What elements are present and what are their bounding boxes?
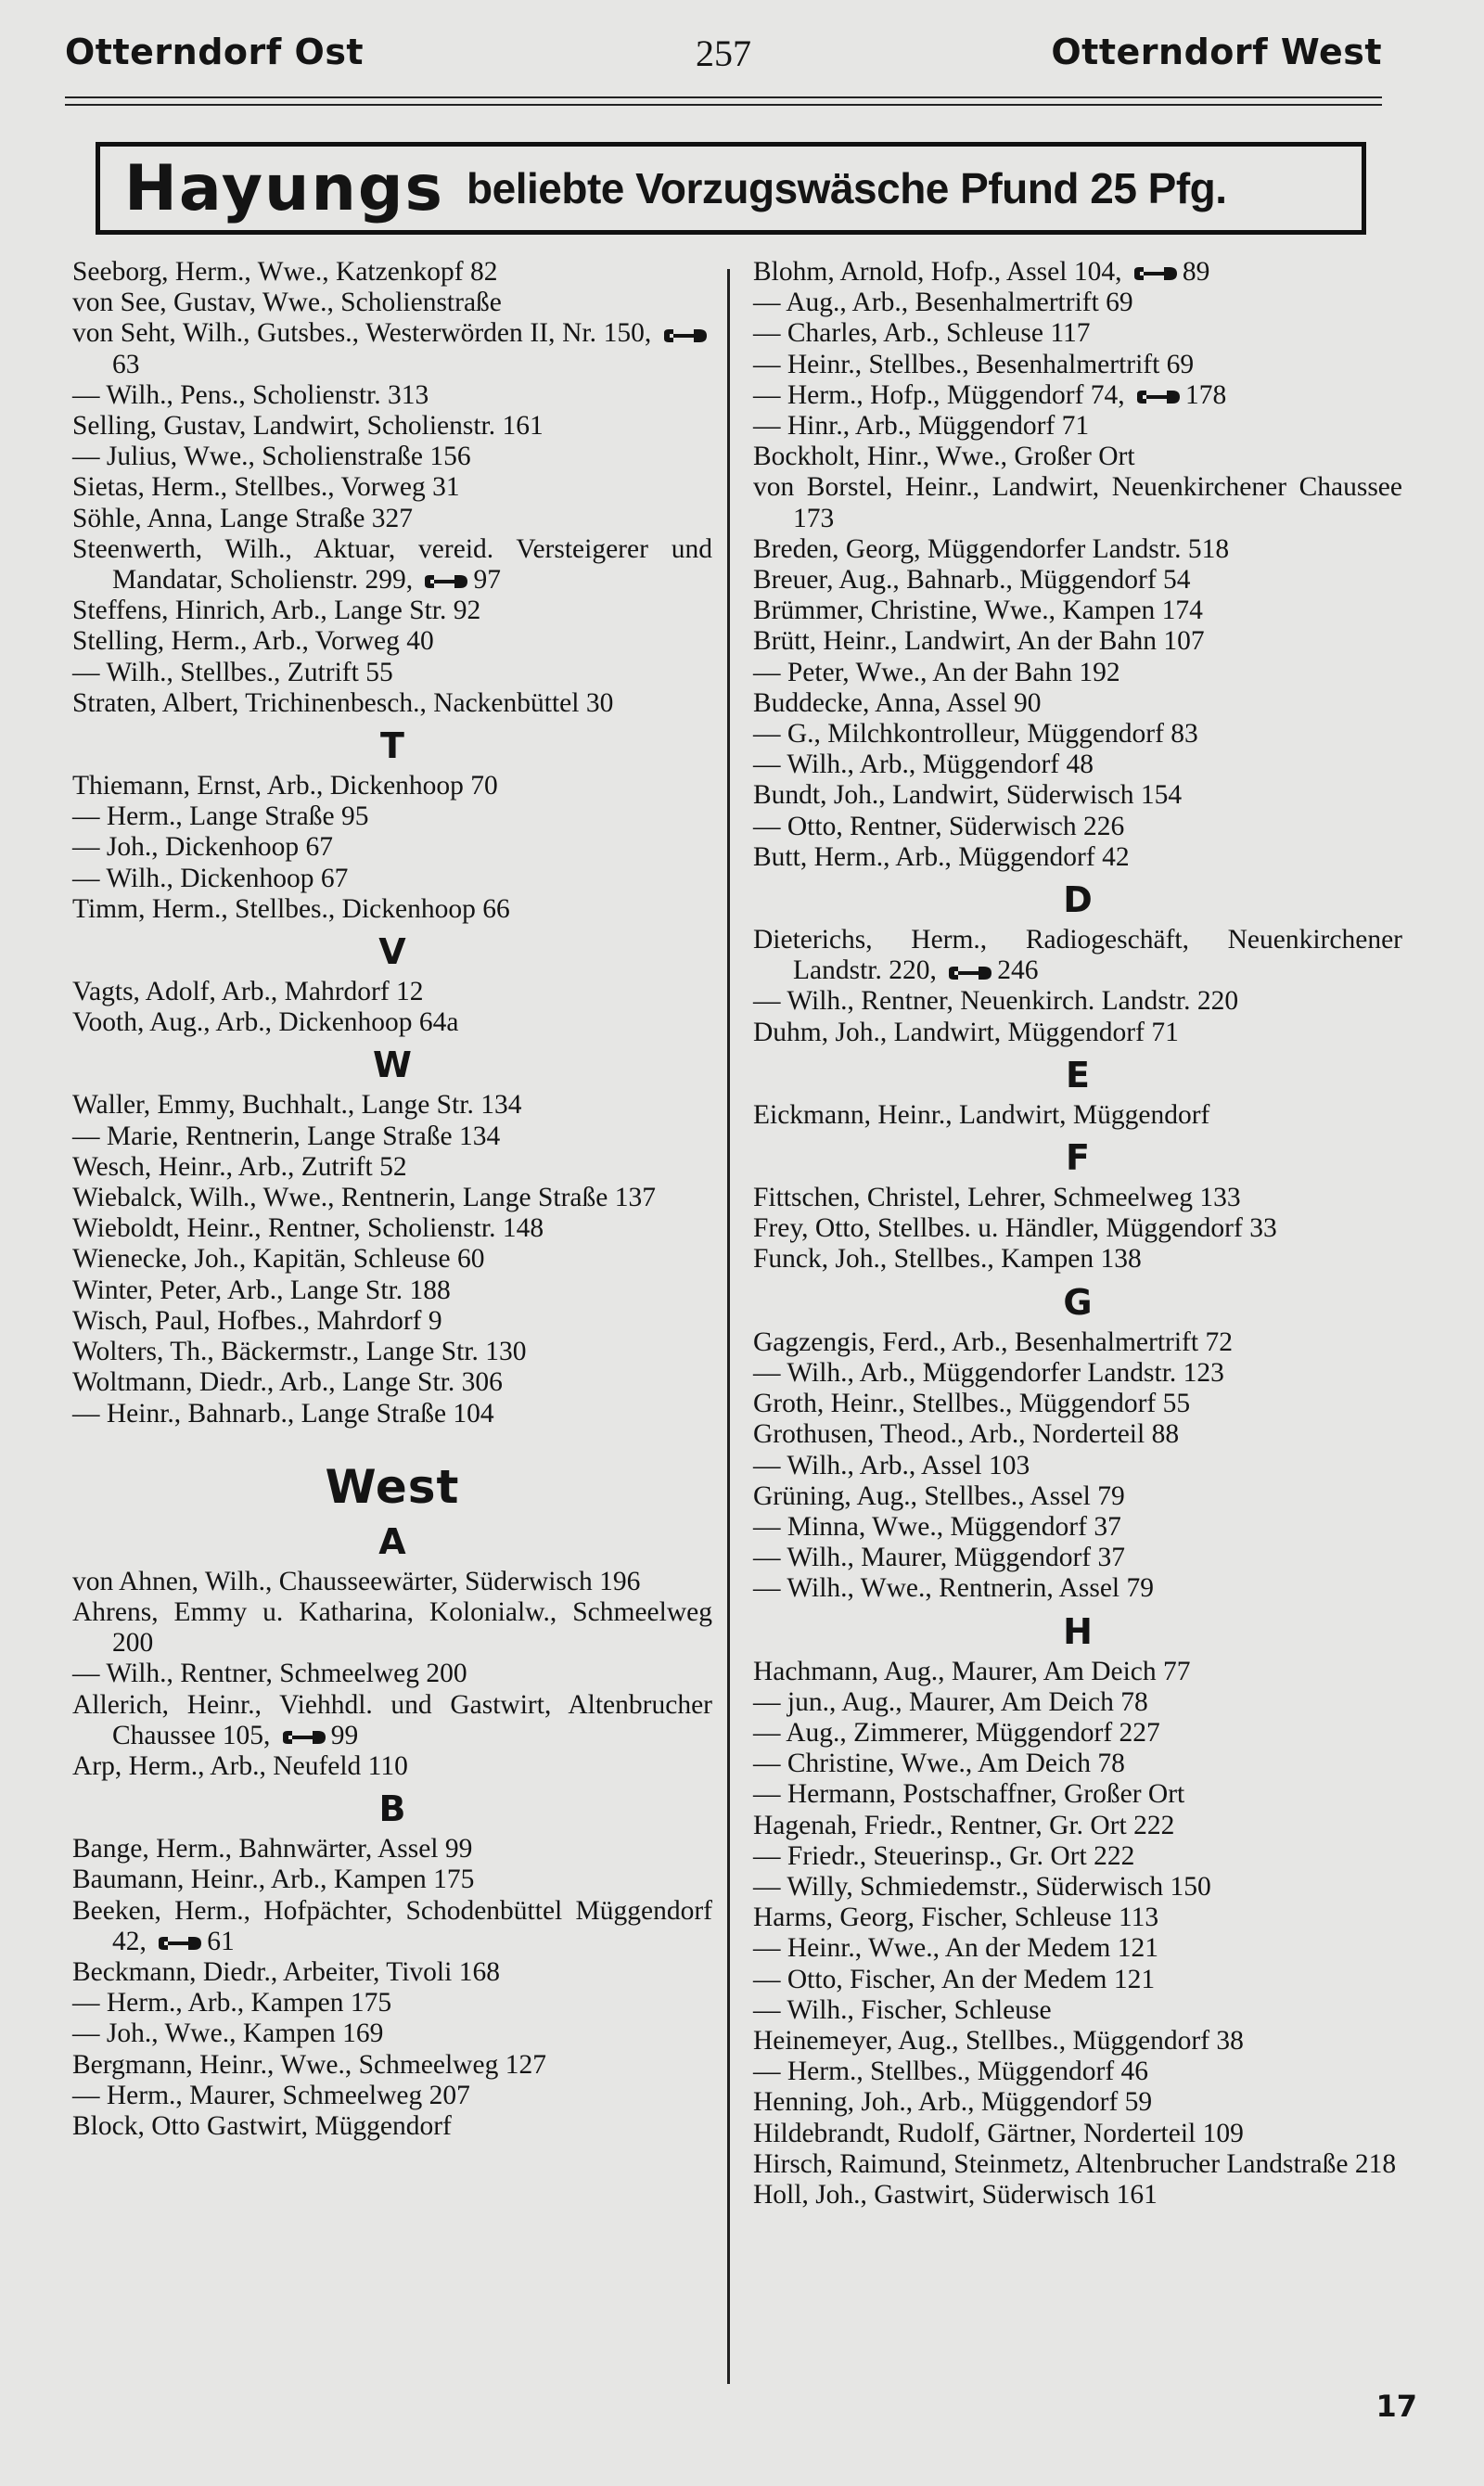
directory-entry	[753, 1543, 1402, 1573]
ad-slogan: beliebte Vorzugswäsche Pfund 25 Pfg.	[467, 164, 1227, 212]
directory-entry	[72, 2050, 712, 2081]
directory-entry	[753, 1933, 1402, 1964]
sheet-number: 17	[1375, 2389, 1417, 2424]
directory-entry	[72, 288, 712, 318]
directory-entry	[753, 1841, 1402, 1872]
header-right-place: Otterndorf West	[1051, 32, 1382, 72]
entry-text: — Heinr., Bahnarb., Lange Straße 104	[72, 1398, 494, 1429]
entry-text: Bange, Herm., Bahnwärter, Assel 99	[72, 1834, 473, 1864]
directory-entry	[72, 894, 712, 925]
entry-text: — Wilh., Arb., Müggendorf 48	[753, 750, 1094, 780]
entry-text: — Herm., Hofp., Müggendorf 74,	[753, 379, 1132, 410]
entry-text: Duhm, Joh., Landwirt, Müggendorf 71	[753, 1017, 1179, 1047]
directory-entry	[72, 1567, 712, 1597]
header-rule-top	[65, 96, 1382, 98]
directory-entry	[753, 1779, 1402, 1810]
entry-text: Eickmann, Heinr., Landwirt, Müggendorf	[753, 1099, 1210, 1130]
entry-text: Frey, Otto, Stellbes. u. Händler, Müggendorf 33	[753, 1213, 1277, 1244]
page-number: 257	[696, 32, 751, 74]
directory-entry	[753, 350, 1402, 380]
entry-text: Bockholt, Hinr., Wwe., Großer Ort	[753, 442, 1135, 472]
entry-text: Steenwerth, Wilh., Aktuar, vereid. Versteigerer und Mandatar, Scholienstr. 299,	[72, 533, 712, 596]
telephone-icon	[157, 1934, 203, 1953]
entry-text: Bergmann, Heinr., Wwe., Schmeelweg 127	[72, 2049, 546, 2080]
entry-text: Blohm, Arnold, Hofp., Assel 104,	[753, 257, 1129, 287]
entry-text: — Wilh., Stellbes., Zutrift 55	[72, 657, 393, 687]
entry-text: Vagts, Adolf, Arb., Mahrdorf 12	[72, 977, 424, 1007]
directory-entry	[72, 1244, 712, 1275]
directory-entry	[72, 596, 712, 626]
directory-entry	[72, 832, 712, 863]
directory-entry	[72, 1896, 712, 1957]
directory-entry	[753, 626, 1402, 657]
entry-text: Breuer, Aug., Bahnarb., Müggendorf 54	[753, 565, 1191, 596]
phone-number: 97	[473, 565, 501, 596]
column-divider	[727, 269, 730, 2384]
header-left-place: Otterndorf Ost	[65, 32, 365, 72]
entry-text: Hirsch, Raimund, Steinmetz, Altenbrucher Landstraße 218	[753, 2148, 1397, 2179]
directory-entry	[753, 411, 1402, 442]
entry-text: Wienecke, Joh., Kapitän, Schleuse 60	[72, 1244, 485, 1275]
entry-text: Buddecke, Anna, Assel 90	[753, 687, 1042, 718]
directory-entry	[753, 780, 1402, 811]
directory-entry	[753, 1100, 1402, 1131]
directory-entry	[72, 977, 712, 1007]
entry-text: — Joh., Wwe., Kampen 169	[72, 2018, 384, 2049]
entry-text: Gagzengis, Ferd., Arb., Besenhalmertrift 72	[753, 1326, 1233, 1357]
entry-text: von Borstel, Heinr., Landwirt, Neuenkirchener Chaussee 173	[753, 472, 1402, 533]
entry-text: Hachmann, Aug., Maurer, Am Deich 77	[753, 1656, 1191, 1686]
directory-entry	[72, 1751, 712, 1782]
entry-text: — Herm., Lange Straße 95	[72, 801, 369, 832]
directory-entry	[72, 1306, 712, 1337]
directory-entry	[72, 1864, 712, 1895]
section-letter: F	[1066, 1137, 1090, 1179]
entry-text: Wisch, Paul, Hofbes., Mahrdorf 9	[72, 1305, 442, 1336]
directory-entry	[753, 380, 1402, 411]
telephone-icon	[1135, 388, 1182, 406]
directory-entry	[72, 411, 712, 442]
entry-text: — Wilh., Wwe., Rentnerin, Assel 79	[753, 1573, 1154, 1604]
entry-text: von Seht, Wilh., Gutsbes., Westerwörden II, Nr. 150,	[72, 318, 659, 349]
directory-entry	[72, 801, 712, 832]
directory-entry	[753, 1358, 1402, 1389]
section-letter: D	[1063, 879, 1093, 921]
directory-entry	[753, 842, 1402, 873]
entry-text: Woltmann, Diedr., Arb., Lange Str. 306	[72, 1367, 503, 1398]
entry-text: Breden, Georg, Müggendorfer Landstr. 518	[753, 533, 1230, 564]
entry-text: — Herm., Stellbes., Müggendorf 46	[753, 2057, 1149, 2087]
directory-entry	[72, 2081, 712, 2111]
entry-text: Timm, Herm., Stellbes., Dickenhoop 66	[72, 893, 510, 924]
entry-text: — Julius, Wwe., Scholienstraße 156	[72, 442, 471, 472]
entry-text: Wesch, Heinr., Arb., Zutrift 52	[72, 1151, 407, 1182]
section-letter: T	[380, 725, 404, 767]
directory-entry	[72, 771, 712, 801]
header-rule-bottom	[65, 104, 1382, 106]
directory-entry	[753, 257, 1402, 288]
entry-text: — Friedr., Steuerinsp., Gr. Ort 222	[753, 1840, 1135, 1871]
directory-entry	[753, 596, 1402, 626]
directory-entry	[753, 1965, 1402, 1995]
directory-entry	[72, 2018, 712, 2049]
directory-entry	[753, 986, 1402, 1017]
entry-text: — Aug., Zimmerer, Müggendorf 227	[753, 1717, 1160, 1748]
directory-entry	[72, 1834, 712, 1864]
entry-text: — Wilh., Pens., Scholienstr. 313	[72, 379, 429, 410]
telephone-icon	[947, 964, 993, 982]
section-letter: W	[373, 1044, 412, 1086]
directory-entry	[753, 658, 1402, 688]
directory-entry	[753, 1389, 1402, 1419]
entry-text: — G., Milchkontrolleur, Müggendorf 83	[753, 719, 1198, 750]
directory-entry	[753, 2087, 1402, 2118]
directory-entry	[72, 1090, 712, 1121]
entry-text: — Joh., Dickenhoop 67	[72, 832, 334, 863]
directory-entry	[72, 1337, 712, 1367]
entry-text: Beckmann, Diedr., Arbeiter, Tivoli 168	[72, 1956, 500, 1987]
entry-text: Butt, Herm., Arb., Müggendorf 42	[753, 841, 1130, 872]
entry-text: Wolters, Th., Bäckermstr., Lange Str. 130	[72, 1337, 527, 1367]
entry-text: Baumann, Heinr., Arb., Kampen 175	[72, 1864, 475, 1895]
directory-entry	[753, 472, 1402, 533]
directory-entry	[753, 2180, 1402, 2210]
section-letter: B	[378, 1788, 406, 1830]
directory-entry	[753, 750, 1402, 780]
entry-text: Arp, Herm., Arb., Neufeld 110	[72, 1750, 408, 1781]
entry-text: Harms, Georg, Fischer, Schleuse 113	[753, 1903, 1159, 1933]
entry-text: Ahrens, Emmy u. Katharina, Kolonialw., Schmeelweg 200	[72, 1596, 712, 1659]
entry-text: — Charles, Arb., Schleuse 117	[753, 318, 1091, 349]
entry-text: Brümmer, Christine, Wwe., Kampen 174	[753, 596, 1203, 626]
directory-entry	[72, 1659, 712, 1689]
telephone-icon	[1132, 264, 1179, 283]
section-heading: West	[325, 1459, 460, 1514]
entry-text: — Hinr., Arb., Müggendorf 71	[753, 411, 1090, 442]
phone-number: 61	[207, 1926, 235, 1956]
phone-number: 99	[330, 1720, 359, 1750]
entry-text: — Wilh., Maurer, Müggendorf 37	[753, 1543, 1126, 1573]
entry-text: Brütt, Heinr., Landwirt, An der Bahn 107	[753, 626, 1205, 657]
directory-entry	[72, 257, 712, 288]
entry-text: — Wilh., Rentner, Schmeelweg 200	[72, 1659, 467, 1689]
entry-text: Allerich, Heinr., Viehhdl. und Gastwirt, Altenbrucher Chaussee 105,	[72, 1689, 712, 1750]
entry-text: Hildebrandt, Rudolf, Gärtner, Norderteil 109	[753, 2118, 1244, 2148]
directory-entry	[753, 925, 1402, 986]
entry-text: — Hermann, Postschaffner, Großer Ort	[753, 1779, 1185, 1810]
right-column	[753, 257, 1402, 2210]
telephone-icon	[423, 572, 469, 591]
directory-entry	[72, 1121, 712, 1152]
section-letter: E	[1066, 1054, 1090, 1096]
entry-text: — Heinr., Stellbes., Besenhalmertrift 69	[753, 349, 1195, 379]
entry-text: Waller, Emmy, Buchhalt., Lange Str. 134	[72, 1090, 522, 1121]
entry-text: Fittschen, Christel, Lehrer, Schmeelweg 133	[753, 1183, 1241, 1213]
directory-entry	[753, 1718, 1402, 1749]
entry-text: von Ahnen, Wilh., Chausseewärter, Süderwisch 196	[72, 1566, 641, 1596]
entry-text: — Wilh., Arb., Assel 103	[753, 1450, 1030, 1480]
entry-text: — Willy, Schmiedemstr., Süderwisch 150	[753, 1871, 1211, 1902]
directory-entry	[72, 318, 712, 379]
directory-entry	[753, 2149, 1402, 2180]
directory-entry	[72, 442, 712, 472]
directory-entry	[72, 1213, 712, 1244]
entry-text: Groth, Heinr., Stellbes., Müggendorf 55	[753, 1389, 1191, 1419]
entry-text: — Wilh., Dickenhoop 67	[72, 863, 349, 893]
directory-entry	[753, 1327, 1402, 1358]
entry-text: Holl, Joh., Gastwirt, Süderwisch 161	[753, 2179, 1158, 2210]
directory-entry	[72, 1957, 712, 1988]
directory-entry	[72, 1690, 712, 1751]
entry-text: — Peter, Wwe., An der Bahn 192	[753, 657, 1120, 687]
entry-text: — Minna, Wwe., Müggendorf 37	[753, 1511, 1121, 1542]
phone-number: 63	[112, 349, 140, 379]
ad-brand: Hayungs	[124, 151, 445, 225]
entry-text: — jun., Aug., Maurer, Am Deich 78	[753, 1686, 1148, 1717]
section-letter: H	[1063, 1610, 1093, 1652]
entry-text: Thiemann, Ernst, Arb., Dickenhoop 70	[72, 771, 498, 801]
directory-entry	[72, 688, 712, 719]
directory-entry	[72, 1183, 712, 1213]
entry-text: Heinemeyer, Aug., Stellbes., Müggendorf 38	[753, 2025, 1244, 2056]
section-letter: G	[1063, 1281, 1093, 1323]
directory-entry	[72, 1007, 712, 1038]
entry-text: Seeborg, Herm., Wwe., Katzenkopf 82	[72, 257, 498, 287]
entry-text: Stelling, Herm., Arb., Vorweg 40	[72, 626, 434, 657]
entry-text: Wieboldt, Heinr., Rentner, Scholienstr. 148	[72, 1213, 544, 1244]
entry-text: Bundt, Joh., Landwirt, Süderwisch 154	[753, 780, 1183, 811]
directory-entry	[753, 2026, 1402, 2057]
directory-entry	[753, 1903, 1402, 1933]
directory-entry	[753, 1749, 1402, 1779]
directory-entry	[72, 2111, 712, 2142]
directory-entry	[753, 1573, 1402, 1604]
directory-entry	[72, 472, 712, 503]
page-header	[65, 32, 1382, 87]
section-letter: A	[378, 1520, 406, 1562]
entry-text: — Wilh., Arb., Müggendorfer Landstr. 123	[753, 1357, 1224, 1388]
phone-number: 89	[1182, 257, 1210, 287]
telephone-icon	[662, 327, 709, 345]
directory-entry	[72, 534, 712, 596]
directory-entry	[72, 658, 712, 688]
directory-entry	[753, 1872, 1402, 1903]
directory-entry	[72, 504, 712, 534]
entry-text: Söhle, Anna, Lange Straße 327	[72, 503, 414, 533]
directory-entry	[753, 1244, 1402, 1275]
entry-text: — Aug., Arb., Besenhalmertrift 69	[753, 288, 1133, 318]
directory-entry	[753, 1451, 1402, 1481]
entry-text: Dieterichs, Herm., Radiogeschäft, Neuenkirchener Landstr. 220,	[753, 925, 1402, 986]
entry-text: Winter, Peter, Arb., Lange Str. 188	[72, 1275, 451, 1305]
directory-entry	[72, 1597, 712, 1659]
directory-entry	[72, 1988, 712, 2018]
directory-entry	[753, 1183, 1402, 1213]
directory-entry	[72, 626, 712, 657]
directory-entry	[753, 1687, 1402, 1718]
entry-text: Funck, Joh., Stellbes., Kampen 138	[753, 1244, 1142, 1275]
entry-text: — Otto, Rentner, Süderwisch 226	[753, 811, 1125, 841]
directory-entry	[753, 1512, 1402, 1543]
entry-text: Straten, Albert, Trichinenbesch., Nackenbüttel 30	[72, 687, 614, 718]
directory-entry	[753, 1481, 1402, 1512]
entry-text: — Heinr., Wwe., An der Medem 121	[753, 1933, 1158, 1964]
advertisement-banner	[96, 142, 1366, 235]
directory-entry	[753, 1995, 1402, 2026]
directory-entry	[753, 2057, 1402, 2087]
entry-text: — Otto, Fischer, An der Medem 121	[753, 1964, 1156, 1994]
directory-entry	[753, 1018, 1402, 1048]
entry-text: — Wilh., Fischer, Schleuse	[753, 1994, 1052, 2025]
directory-entry	[753, 688, 1402, 719]
entry-text: Steffens, Hinrich, Arb., Lange Str. 92	[72, 596, 481, 626]
directory-entry	[753, 1419, 1402, 1450]
entry-text: Henning, Joh., Arb., Müggendorf 59	[753, 2087, 1153, 2118]
telephone-icon	[281, 1728, 327, 1747]
directory-entry	[72, 864, 712, 894]
directory-entry	[753, 318, 1402, 349]
directory-entry	[72, 1275, 712, 1306]
directory-entry	[72, 1367, 712, 1398]
entry-text: Beeken, Herm., Hofpächter, Schodenbüttel Müggendorf 42,	[72, 1895, 712, 1956]
entry-text: — Christine, Wwe., Am Deich 78	[753, 1749, 1125, 1779]
directory-entry	[753, 442, 1402, 472]
left-column	[72, 257, 712, 2142]
entry-text: Wiebalck, Wilh., Wwe., Rentnerin, Lange Straße 137	[72, 1183, 656, 1213]
entry-text: — Herm., Maurer, Schmeelweg 207	[72, 2080, 470, 2110]
directory-entry	[72, 1152, 712, 1183]
directory-entry	[753, 1213, 1402, 1244]
directory-entry	[753, 534, 1402, 565]
entry-text: Grüning, Aug., Stellbes., Assel 79	[753, 1480, 1125, 1511]
entry-text: — Herm., Arb., Kampen 175	[72, 1988, 392, 2018]
entry-text: — Marie, Rentnerin, Lange Straße 134	[72, 1121, 501, 1151]
phone-number: 246	[997, 955, 1039, 986]
entry-text: Vooth, Aug., Arb., Dickenhoop 64a	[72, 1007, 459, 1038]
directory-entry	[753, 1811, 1402, 1841]
directory-entry	[753, 565, 1402, 596]
directory-entry	[753, 719, 1402, 750]
entry-text: Grothusen, Theod., Arb., Norderteil 88	[753, 1419, 1180, 1450]
directory-entry	[753, 1657, 1402, 1687]
entry-text: Selling, Gustav, Landwirt, Scholienstr. 161	[72, 411, 544, 442]
section-letter: V	[378, 931, 406, 973]
directory-entry	[72, 380, 712, 411]
directory-entry	[72, 1399, 712, 1429]
entry-text: Block, Otto Gastwirt, Müggendorf	[72, 2110, 452, 2141]
directory-entry	[753, 288, 1402, 318]
directory-entry	[753, 2119, 1402, 2149]
entry-text: Hagenah, Friedr., Rentner, Gr. Ort 222	[753, 1810, 1175, 1840]
entry-text: — Wilh., Rentner, Neuenkirch. Landstr. 220	[753, 986, 1239, 1017]
directory-entry	[753, 812, 1402, 842]
entry-text: von See, Gustav, Wwe., Scholienstraße	[72, 288, 502, 318]
phone-number: 178	[1185, 379, 1227, 410]
entry-text: Sietas, Herm., Stellbes., Vorweg 31	[72, 472, 460, 503]
